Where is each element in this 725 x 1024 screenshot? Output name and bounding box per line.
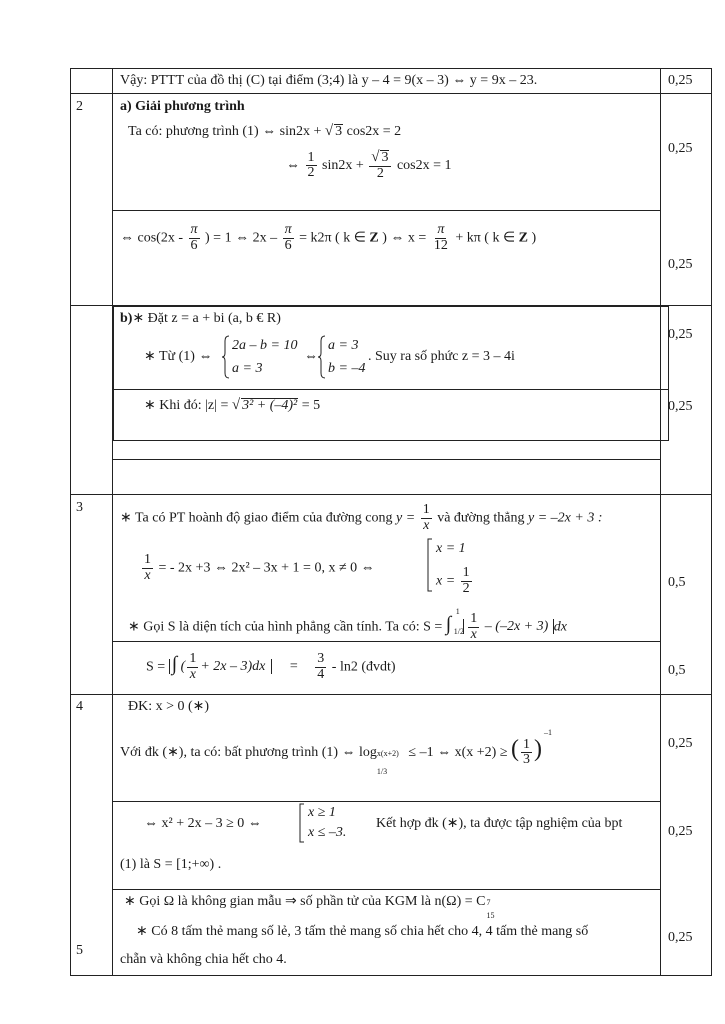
row-divider	[112, 210, 661, 211]
row-divider	[112, 889, 661, 890]
score: 0,25	[668, 141, 693, 156]
score-column-divider	[660, 68, 661, 976]
part-b-intro: b)∗ Đặt z = a + bi (a, b € R)	[120, 311, 281, 326]
row-divider	[70, 93, 712, 94]
system-intro: ∗ Từ (1) ⇔	[144, 349, 213, 364]
score: 0,25	[668, 824, 693, 839]
score: 0,25	[668, 736, 693, 751]
question-number: 3	[76, 500, 83, 515]
table-border-right	[711, 68, 712, 976]
question-number: 4	[76, 699, 83, 714]
cards-description: chẵn và không chia hết cho 4.	[120, 952, 287, 967]
modulus-line: ∗ Khi đó: |z| = √ 3² + (–4)² = 5	[144, 397, 321, 413]
table-border-top	[70, 68, 712, 69]
question-number: 5	[76, 943, 83, 958]
domain-condition: ĐK: x > 0 (∗)	[128, 699, 210, 714]
row-divider	[112, 459, 661, 460]
score: 0,25	[668, 327, 693, 342]
part-b-divider	[113, 389, 668, 390]
root: x = $\frac{1}{2}$	[436, 565, 470, 596]
score: 0,25	[668, 73, 693, 88]
complex-number-result: . Suy ra số phức z = 3 – 4i	[368, 349, 515, 364]
score: 0,25	[668, 257, 693, 272]
equation-line: ⇔ $\frac{1}{2}$ sin2x + $\frac{√ 3}{2}$ cos2x = 1	[286, 149, 452, 181]
left-brace-icon	[222, 335, 230, 379]
root: x = 1	[436, 541, 466, 556]
equivalence-arrow: ⇔	[304, 349, 318, 364]
system-equation: b = –4	[328, 361, 366, 376]
log-inequality: Với đk (∗), ta có: bất phương trình (1) ⇔ log x(x+2) 1/3 ≤ –1 ⇔ x(x +2) ≥ ( $\frac{1}{3}$ ) –1	[120, 728, 553, 776]
solution-set: (1) là S = [1;+∞) .	[120, 857, 222, 872]
score: 0,25	[668, 930, 693, 945]
table-column-divider	[112, 68, 113, 976]
score: 0,5	[668, 663, 686, 678]
solution: x ≤ –3.	[308, 825, 347, 840]
part-b-box	[113, 306, 669, 441]
score: 0,25	[668, 399, 693, 414]
left-bracket-icon	[427, 538, 433, 592]
combine-condition: Kết hợp đk (∗), ta được tập nghiệm của bpt	[376, 816, 623, 831]
row-divider	[70, 694, 712, 695]
equation-line: Ta có: phương trình (1) ⇔ sin2x + √ 3 cos2x = 2	[128, 123, 402, 139]
solution: x ≥ 1	[308, 805, 336, 820]
cards-description: ∗ Có 8 tấm thẻ mang số lẻ, 3 tấm thẻ mang số chia hết cho 4, 4 tấm thẻ mang số	[136, 924, 589, 939]
system-equation: a = 3	[232, 361, 263, 376]
system-equation: 2a – b = 10	[232, 338, 298, 353]
sample-space: ∗ Gọi Ω là không gian mẫu ⇒ số phần tử của KGM là n(Ω) = C 7 15	[124, 894, 495, 920]
part-a-title: a) Giải phương trình	[120, 99, 245, 114]
tangent-conclusion: Vậy: PTTT của đồ thị (C) tại điểm (3;4) là y – 4 = 9(x – 3) ⇔ y = 9x – 23.	[120, 73, 538, 88]
row-divider	[70, 494, 712, 495]
quadratic-inequality: ⇔ x² + 2x – 3 ≥ 0 ⇔	[144, 816, 262, 831]
area-formula: ∗ Gọi S là diện tích của hình phẳng cần tính. Ta có: S = ∫ 1 1/2 $\frac{1}{x}$ – (–2x + 3) dx	[128, 607, 567, 642]
left-bracket-icon	[299, 803, 305, 843]
left-brace-icon	[318, 335, 326, 379]
score: 0,5	[668, 575, 686, 590]
equation-line: ⇔ cos(2x - $\frac{\pi}{6}$ ) = 1 ⇔ 2x – $\frac{\pi}{6}$ = k2π ( k ∈ Z ) ⇔ x = $\frac{\pi}{12}$ + kπ ( k ∈ Z )	[120, 222, 537, 253]
system-equation: a = 3	[328, 338, 359, 353]
question-number: 2	[76, 99, 83, 114]
table-border-bottom	[70, 975, 712, 976]
row-divider	[112, 801, 661, 802]
intersection-intro: ∗ Ta có PT hoành độ giao điểm của đường cong y = $\frac{1}{x}$ và đường thẳng y = –2x + 3 :	[120, 502, 603, 533]
intersection-equation: $\frac{1}{x}$ = - 2x +3 ⇔ 2x² – 3x + 1 = 0, x ≠ 0 ⇔	[144, 552, 375, 583]
area-result: S = ∫ ( $\frac{1}{x}$ + 2x – 3)dx = $\frac{3}{4}$ - ln2 (đvdt)	[146, 651, 396, 682]
table-border-left	[70, 68, 71, 976]
